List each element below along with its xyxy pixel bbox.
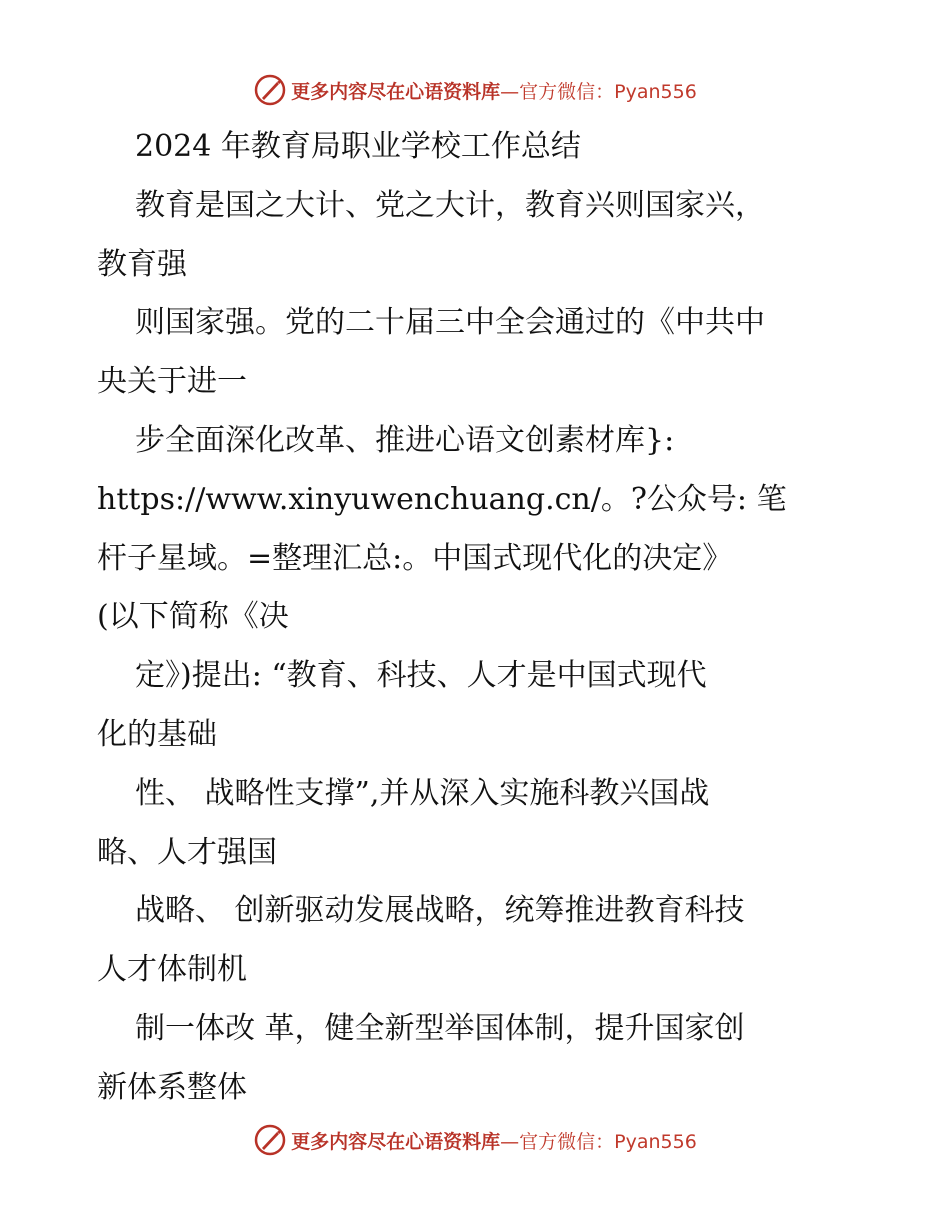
banner-contact-text: —官方微信：Pyan556 — [500, 1130, 697, 1153]
text-line: 略、人才强国 — [97, 834, 277, 870]
quill-logo-icon — [253, 1123, 287, 1157]
header-banner — [0, 70, 950, 110]
banner-brand-text: 更多内容尽在心语资料库 — [291, 80, 501, 103]
text-line: 定》)提出: “教育、科技、人才是中国式现代 — [135, 658, 707, 694]
text-line: 央关于进一 — [97, 364, 247, 400]
document-body — [97, 118, 857, 1118]
text-line: 教育是国之大计、党之大计，教育兴则国家兴， — [135, 187, 765, 223]
banner-brand-text: 更多内容尽在心语资料库 — [291, 1130, 501, 1153]
text-line: (以下简称《决 — [97, 599, 289, 635]
text-line: 步全面深化改革、推进心语文创素材库}: — [135, 422, 675, 458]
quill-logo-icon — [253, 73, 287, 107]
text-line: 性、 战略性支撑”,并从深入实施科教兴国战 — [135, 775, 710, 811]
text-line: 人才体制机 — [97, 952, 247, 988]
text-line: 则国家强。党的二十届三中全会通过的《中共中 — [135, 305, 765, 341]
text-line: 化的基础 — [97, 716, 217, 752]
text-line: https://www.xinyuwenchuang.cn/。?公众号: 笔 — [97, 481, 787, 517]
banner-contact-text: —官方微信：Pyan556 — [500, 80, 697, 103]
text-line: 战略、 创新驱动发展战略，统筹推进教育科技 — [135, 893, 745, 929]
text-line: 杆子星域。=整理汇总:。中国式现代化的决定》 — [97, 540, 733, 576]
text-line: 制一体改 革，健全新型举国体制，提升国家创 — [135, 1010, 745, 1046]
document-title: 2024 年教育局职业学校工作总结 — [135, 129, 581, 164]
text-line: 教育强 — [97, 246, 187, 282]
footer-banner — [0, 1120, 950, 1160]
text-line: 新体系整体 — [97, 1069, 247, 1105]
